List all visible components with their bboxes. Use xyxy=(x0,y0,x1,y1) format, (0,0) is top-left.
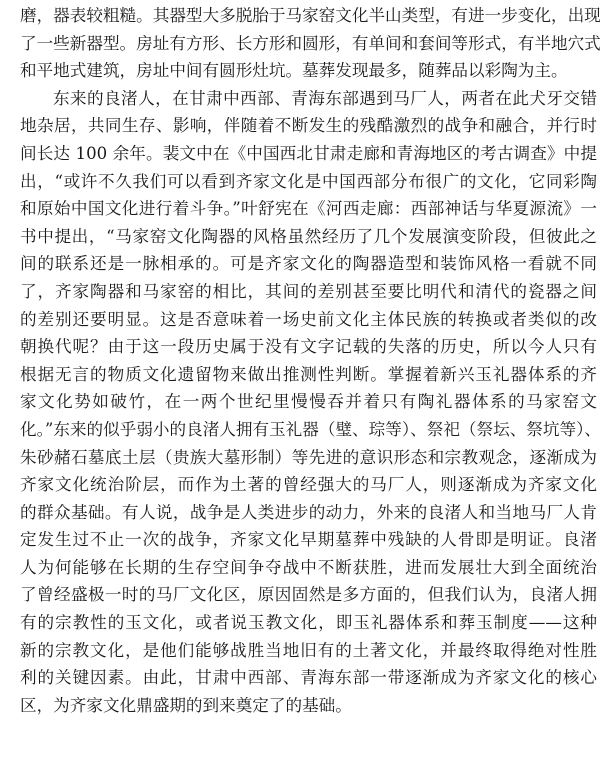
text-line: 化。”东来的似乎弱小的良渚人拥有玉礼器（璧、琮等）、祭祀（祭坛、祭坑等）、 xyxy=(20,419,601,439)
text-line: 新的宗教文化，是他们能够战胜当地旧有的土著文化，并最终取得绝对性胜 xyxy=(20,640,597,660)
text-line: 出，“或许不久我们可以看到齐家文化是中国西部分布很广的文化，它同彩陶 xyxy=(20,171,597,191)
text-line: 了，齐家陶器和马家窑的相比，其间的差别甚至要比明代和清代的瓷器之间 xyxy=(20,281,597,301)
text-line: 家文化势如破竹，在一两个世纪里慢慢吞并着只有陶礼器体系的马家窑文 xyxy=(20,392,597,412)
text-line: 了曾经盛极一时的马厂文化区，原因固然是多方面的，但我们认为，良渚人拥 xyxy=(20,585,597,605)
text-line: 东来的良渚人，在甘肃中西部、青海东部遇到马厂人，两者在此犬牙交错 xyxy=(53,88,597,108)
text-line: 和原始中国文化进行着斗争。”叶舒宪在《河西走廊：西部神话与华夏源流》一 xyxy=(20,199,597,219)
text-line: 地杂居，共同生存、影响，伴随着不断发生的残酷激烈的战争和融合，并行时 xyxy=(20,116,597,136)
text-line: 间的联系还是一脉相承的。可是齐家文化的陶器造型和装饰风格一看就不同 xyxy=(20,254,597,274)
text-line: 利的关键因素。由此，甘肃中西部、青海东部一带逐渐成为齐家文化的核心 xyxy=(20,668,597,688)
text-line: 和平地式建筑，房址中间有圆形灶坑。墓葬发现最多，随葬品以彩陶为主。 xyxy=(20,61,568,81)
text-line: 的差别还要明显。这是否意味着一场史前文化主体民族的转换或者类似的改 xyxy=(20,309,597,329)
text-line: 了一些新器型。房址有方形、长方形和圆形，有单间和套间等形式，有半地穴式 xyxy=(20,33,601,53)
text-line: 朱砂赭石墓底土层（贵族大墓形制）等先进的意识形态和宗教观念，逐渐成为 xyxy=(20,447,597,467)
text-line: 根据无言的物质文化遗留物来做出推测性判断。掌握着新兴玉礼器体系的齐 xyxy=(20,364,597,384)
text-line: 的群众基础。有人说，战争是人类进步的动力，外来的良渚人和当地马厂人肯 xyxy=(20,502,597,522)
text-line: 书中提出，“马家窑文化陶器的风格虽然经历了几个发展演变阶段，但彼此之 xyxy=(20,226,597,246)
text-line: 有的宗教性的玉文化，或者说玉教文化，即玉礼器体系和葬玉制度——这种 xyxy=(20,613,597,633)
paragraph-1 xyxy=(20,2,601,85)
text-line: 齐家文化统治阶层，而作为土著的曾经强大的马厂人，则逐渐成为齐家文化 xyxy=(20,475,597,495)
text-line: 人为何能够在长期的生存空间争夺战中不断获胜，进而发展壮大到全面统治 xyxy=(20,557,597,577)
text-line: 磨，器表较粗糙。其器型大多脱胎于马家窑文化半山类型，有进一步变化，出现 xyxy=(20,6,601,25)
text-line: 区，为齐家文化鼎盛期的到来奠定了的基础。 xyxy=(20,695,352,715)
text-line: 间长达 100 余年。裴文中在《中国西北甘肃走廊和青海地区的考古调查》中提 xyxy=(20,143,597,163)
text-line: 朝换代呢？由于这一段历史属于没有文字记载的失落的历史，所以今人只有 xyxy=(20,337,597,357)
text-line: 定发生过不止一次的战争，齐家文化早期墓葬中残缺的人骨即是明证。良渚 xyxy=(20,530,597,550)
paragraph-2 xyxy=(20,85,601,720)
